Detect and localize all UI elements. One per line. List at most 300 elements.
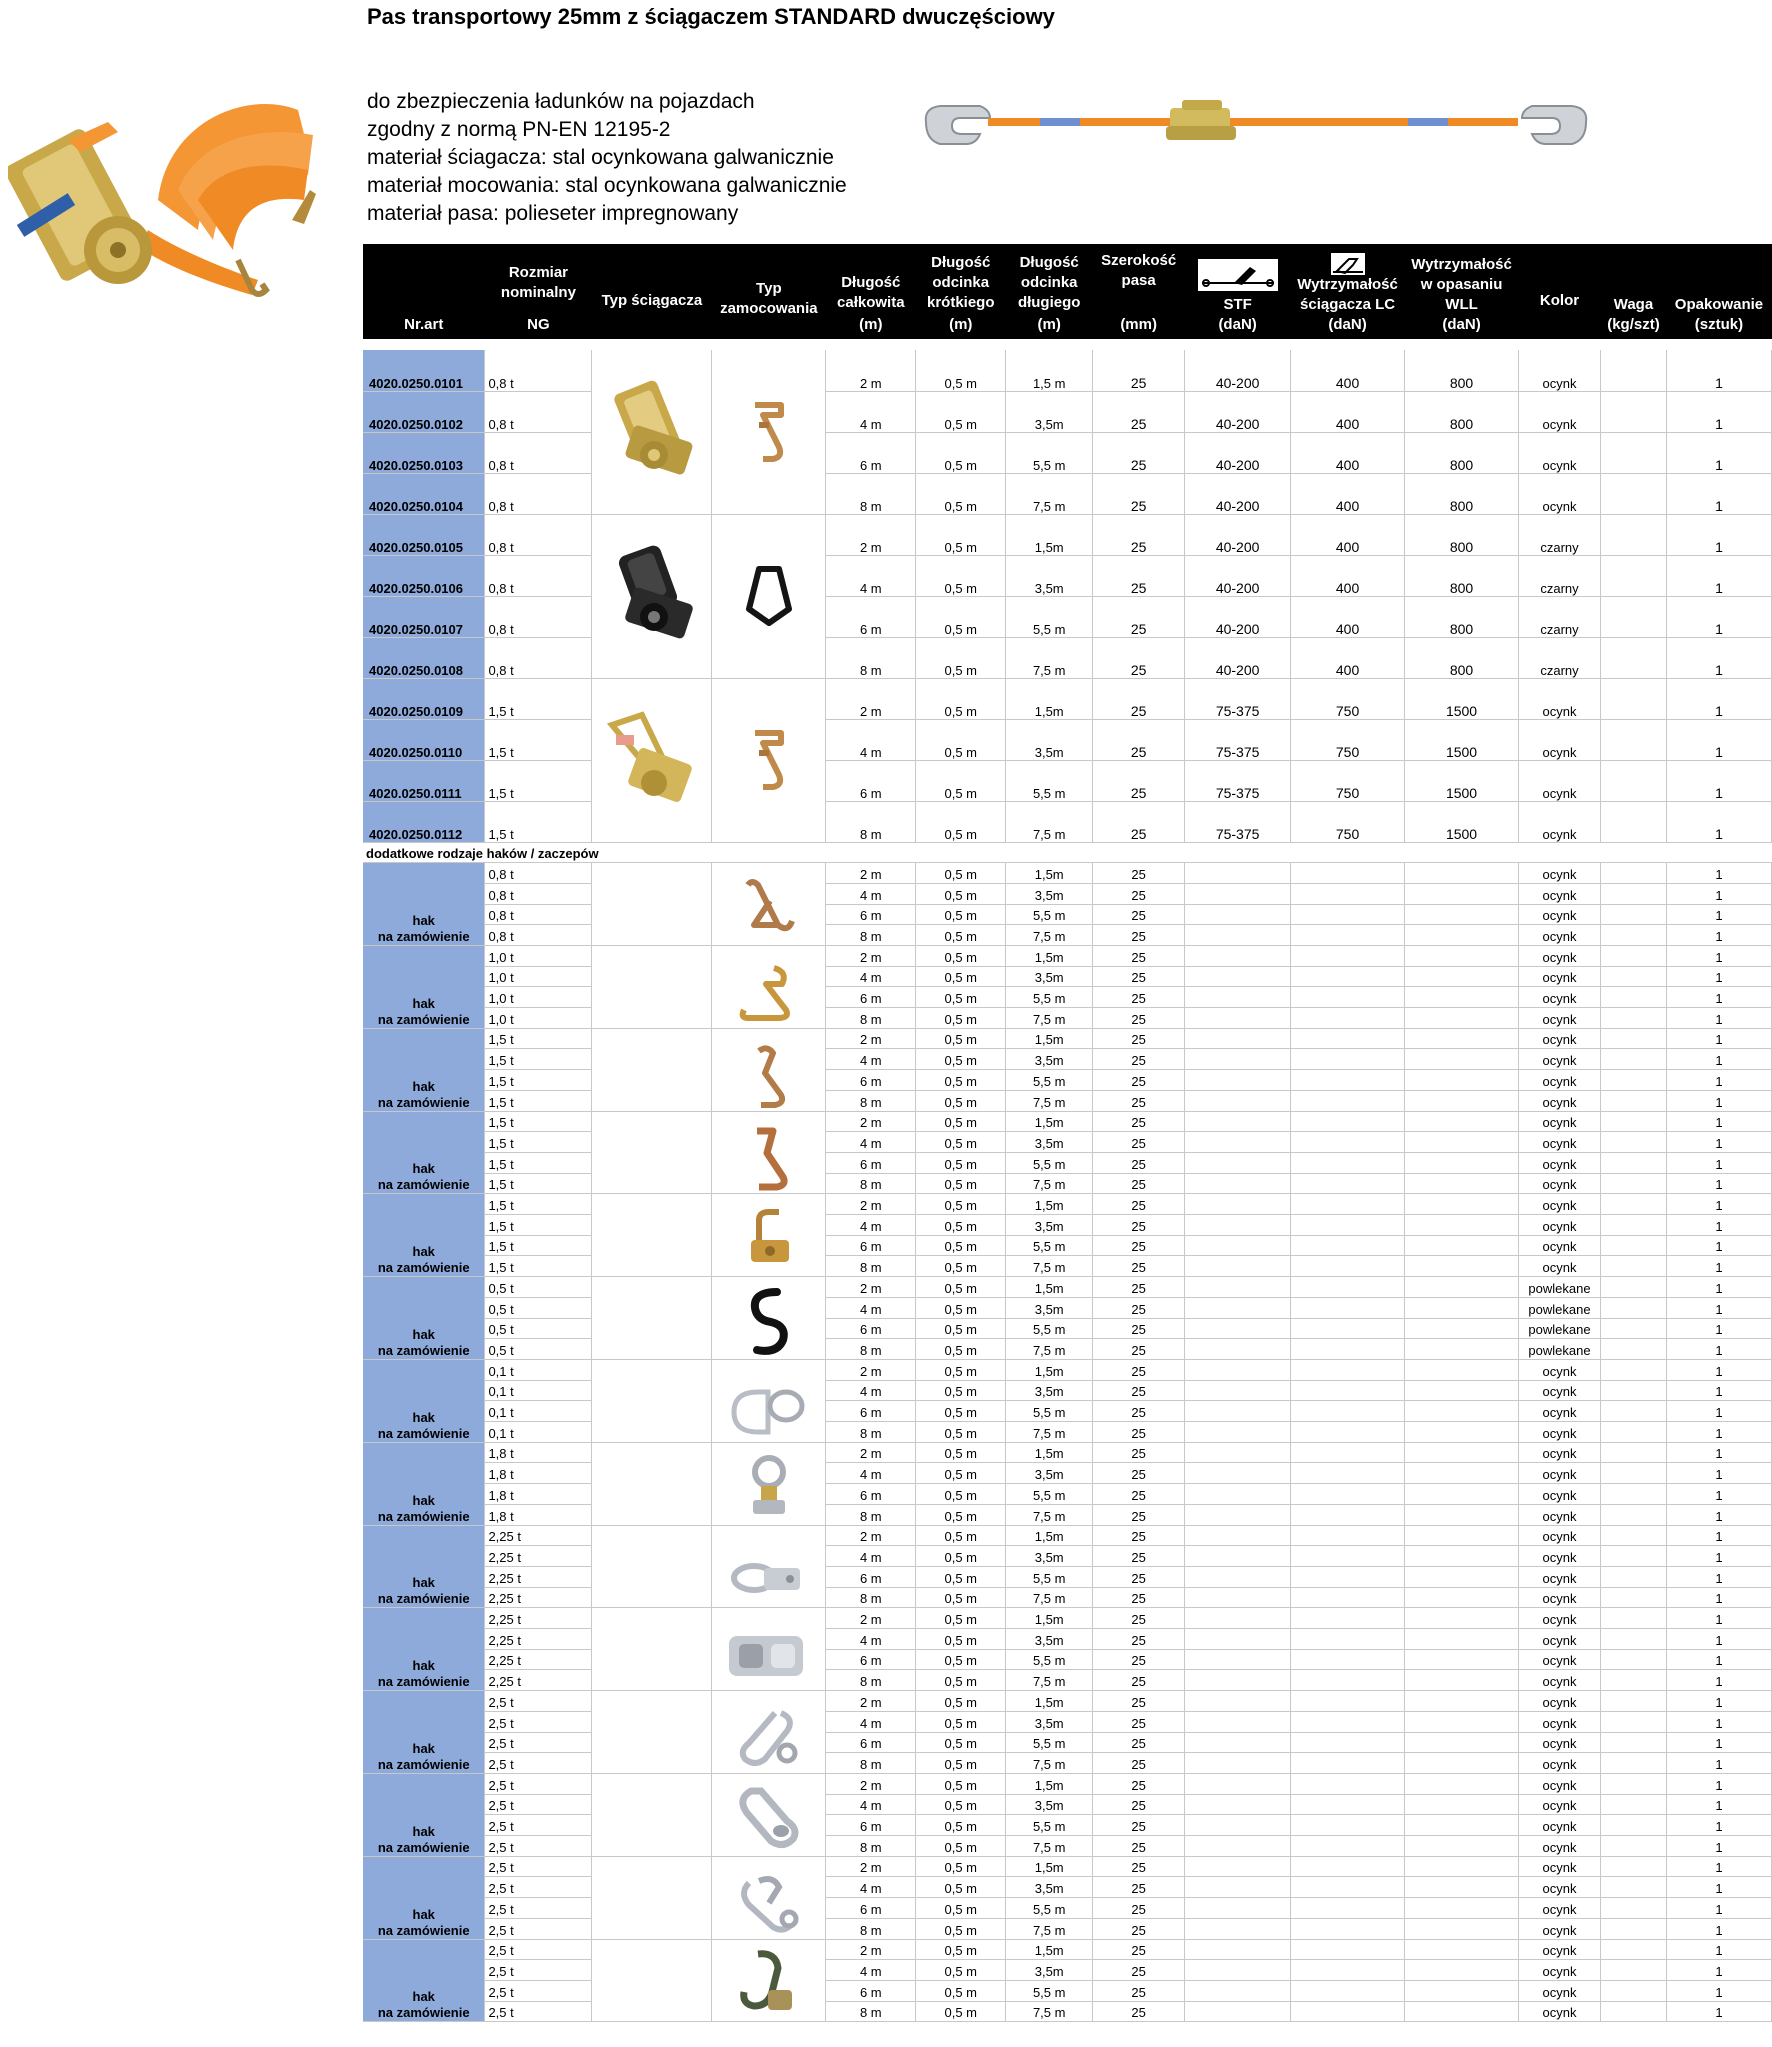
long-length: 1,5m bbox=[1006, 1939, 1093, 1960]
color-value: ocynk bbox=[1519, 1359, 1601, 1380]
hook-label: hak bbox=[412, 995, 435, 1011]
strap-width: 25 bbox=[1093, 987, 1185, 1008]
fitting-image bbox=[712, 863, 826, 946]
pack-value: 1 bbox=[1666, 1297, 1771, 1318]
stf-value bbox=[1185, 1380, 1291, 1401]
hook-label: hak bbox=[412, 1244, 435, 1260]
wll-value bbox=[1405, 1049, 1519, 1070]
short-length: 0,5 m bbox=[916, 883, 1006, 904]
lc-value bbox=[1291, 1111, 1405, 1132]
total-length: 6 m bbox=[826, 1566, 916, 1587]
total-length: 6 m bbox=[826, 1980, 916, 2001]
long-length: 1,5m bbox=[1006, 1111, 1093, 1132]
total-length: 2 m bbox=[826, 1939, 916, 1960]
strap-width: 25 bbox=[1093, 350, 1185, 391]
stf-value bbox=[1185, 1691, 1291, 1712]
hook-row bbox=[363, 1235, 1772, 1256]
header-ratchet: Typ ściągacza bbox=[592, 244, 712, 338]
weight-value bbox=[1600, 555, 1666, 596]
weight-value bbox=[1600, 1049, 1666, 1070]
hook-row bbox=[363, 1111, 1772, 1132]
narrow-j-hook-icon bbox=[739, 1041, 799, 1111]
lc-value bbox=[1291, 1070, 1405, 1091]
short-length: 0,5 m bbox=[916, 1815, 1006, 1836]
pack-value: 1 bbox=[1666, 473, 1771, 514]
fitting-image bbox=[712, 1277, 826, 1360]
color-value: ocynk bbox=[1519, 1525, 1601, 1546]
total-length: 4 m bbox=[826, 1960, 916, 1981]
color-value: ocynk bbox=[1519, 945, 1601, 966]
total-length: 8 m bbox=[826, 473, 916, 514]
nominal-size: 0,8 t bbox=[485, 514, 592, 555]
total-length: 6 m bbox=[826, 1401, 916, 1422]
wll-value bbox=[1405, 1173, 1519, 1194]
pack-value: 1 bbox=[1666, 1711, 1771, 1732]
weight-value bbox=[1600, 1008, 1666, 1029]
short-length: 0,5 m bbox=[916, 1918, 1006, 1939]
wll-value bbox=[1405, 1339, 1519, 1360]
weight-value bbox=[1600, 678, 1666, 719]
hook-label: hak bbox=[412, 1409, 435, 1425]
wll-value bbox=[1405, 1732, 1519, 1753]
hook-row bbox=[363, 1152, 1772, 1173]
long-length: 5,5 m bbox=[1006, 596, 1093, 637]
nominal-size: 0,1 t bbox=[485, 1401, 592, 1422]
stf-value bbox=[1185, 1877, 1291, 1898]
total-length: 8 m bbox=[826, 1753, 916, 1774]
pack-value: 1 bbox=[1666, 1070, 1771, 1091]
section-label: dodatkowe rodzaje haków / zaczepów bbox=[363, 842, 1772, 863]
total-length: 6 m bbox=[826, 987, 916, 1008]
hook-row bbox=[363, 2001, 1772, 2022]
header-ng-unit: NG bbox=[527, 315, 550, 333]
nominal-size: 0,8 t bbox=[485, 883, 592, 904]
nominal-size: 2,5 t bbox=[485, 1939, 592, 1960]
lc-value bbox=[1291, 1877, 1405, 1898]
header-long-unit: (m) bbox=[1037, 315, 1061, 333]
total-length: 2 m bbox=[826, 1277, 916, 1298]
stf-value bbox=[1185, 1732, 1291, 1753]
weight-value bbox=[1600, 596, 1666, 637]
hook-row bbox=[363, 1070, 1772, 1091]
snap-hook-large-icon bbox=[731, 1781, 806, 1856]
wll-value bbox=[1405, 1422, 1519, 1443]
wll-value bbox=[1405, 1566, 1519, 1587]
color-value: ocynk bbox=[1519, 1380, 1601, 1401]
wll-value bbox=[1405, 1028, 1519, 1049]
total-length: 4 m bbox=[826, 391, 916, 432]
total-length: 4 m bbox=[826, 1546, 916, 1567]
pack-value: 1 bbox=[1666, 1215, 1771, 1236]
wll-value bbox=[1405, 1152, 1519, 1173]
long-length: 3,5m bbox=[1006, 1049, 1093, 1070]
article-number: 4020.0250.0107 bbox=[363, 596, 485, 637]
fitting-image bbox=[712, 945, 826, 1028]
short-length: 0,5 m bbox=[916, 719, 1006, 760]
pack-value: 1 bbox=[1666, 1422, 1771, 1443]
strap-width: 25 bbox=[1093, 925, 1185, 946]
header-wll bbox=[1405, 244, 1519, 338]
header-art: Nr.art bbox=[363, 244, 485, 338]
wll-value bbox=[1405, 1090, 1519, 1111]
long-length: 3,5m bbox=[1006, 1794, 1093, 1815]
weight-value bbox=[1600, 1070, 1666, 1091]
pack-value: 1 bbox=[1666, 1008, 1771, 1029]
weight-value bbox=[1600, 1918, 1666, 1939]
order-label: na zamówienie bbox=[377, 1260, 470, 1276]
stf-value bbox=[1185, 945, 1291, 966]
pack-value: 1 bbox=[1666, 1587, 1771, 1608]
table-row bbox=[363, 350, 1772, 391]
weight-value bbox=[1600, 1856, 1666, 1877]
color-value: ocynk bbox=[1519, 966, 1601, 987]
pack-value: 1 bbox=[1666, 1028, 1771, 1049]
total-length: 4 m bbox=[826, 719, 916, 760]
long-length: 5,5 m bbox=[1006, 1484, 1093, 1505]
lc-value: 400 bbox=[1291, 391, 1405, 432]
nominal-size: 2,5 t bbox=[485, 1794, 592, 1815]
wll-value: 800 bbox=[1405, 514, 1519, 555]
lc-value bbox=[1291, 1132, 1405, 1153]
short-length: 0,5 m bbox=[916, 1359, 1006, 1380]
color-value: ocynk bbox=[1519, 1794, 1601, 1815]
pack-value: 1 bbox=[1666, 596, 1771, 637]
total-length: 8 m bbox=[826, 1670, 916, 1691]
order-label: na zamówienie bbox=[377, 2005, 470, 2021]
hook-row bbox=[363, 1732, 1772, 1753]
total-length: 6 m bbox=[826, 904, 916, 925]
stf-value bbox=[1185, 1318, 1291, 1339]
short-length: 0,5 m bbox=[916, 760, 1006, 801]
strap-width: 25 bbox=[1093, 637, 1185, 678]
lc-value bbox=[1291, 1711, 1405, 1732]
hook-order-label bbox=[363, 1939, 485, 2022]
description-line: do zbezpieczenia ładunków na pojazdach bbox=[367, 90, 755, 113]
short-length: 0,5 m bbox=[916, 1484, 1006, 1505]
strap-width: 25 bbox=[1093, 1649, 1185, 1670]
lc-value bbox=[1291, 1297, 1405, 1318]
weight-value bbox=[1600, 1753, 1666, 1774]
hook-row bbox=[363, 1380, 1772, 1401]
color-value: ocynk bbox=[1519, 1049, 1601, 1070]
weight-value bbox=[1600, 1587, 1666, 1608]
short-length: 0,5 m bbox=[916, 1339, 1006, 1360]
total-length: 6 m bbox=[826, 1070, 916, 1091]
stf-value bbox=[1185, 1339, 1291, 1360]
weight-value bbox=[1600, 1235, 1666, 1256]
weight-value bbox=[1600, 883, 1666, 904]
wll-value: 1500 bbox=[1405, 719, 1519, 760]
nominal-size: 2,5 t bbox=[485, 1711, 592, 1732]
wll-value: 800 bbox=[1405, 473, 1519, 514]
wll-value bbox=[1405, 1008, 1519, 1029]
stf-value: 75-375 bbox=[1185, 678, 1291, 719]
long-length: 7,5 m bbox=[1006, 1173, 1093, 1194]
strap-width: 25 bbox=[1093, 1629, 1185, 1650]
pack-value: 1 bbox=[1666, 863, 1771, 884]
j-hook-gold-icon bbox=[739, 397, 799, 467]
strap-width: 25 bbox=[1093, 1215, 1185, 1236]
wll-value bbox=[1405, 1070, 1519, 1091]
hook-row bbox=[363, 1587, 1772, 1608]
pack-value: 1 bbox=[1666, 1566, 1771, 1587]
total-length: 2 m bbox=[826, 1691, 916, 1712]
pack-value: 1 bbox=[1666, 1339, 1771, 1360]
short-length: 0,5 m bbox=[916, 2001, 1006, 2022]
order-label: na zamówienie bbox=[377, 1591, 470, 1607]
hook-order-label bbox=[363, 1608, 485, 1691]
fitting-image bbox=[712, 1442, 826, 1525]
long-length: 1,5m bbox=[1006, 514, 1093, 555]
long-length: 1,5m bbox=[1006, 863, 1093, 884]
nominal-size: 0,8 t bbox=[485, 391, 592, 432]
pack-value: 1 bbox=[1666, 1049, 1771, 1070]
nominal-size: 1,5 t bbox=[485, 760, 592, 801]
pack-value: 1 bbox=[1666, 1442, 1771, 1463]
color-value: ocynk bbox=[1519, 1815, 1601, 1836]
lc-value: 400 bbox=[1291, 432, 1405, 473]
short-length: 0,5 m bbox=[916, 350, 1006, 391]
hook-row bbox=[363, 1670, 1772, 1691]
fitting-image bbox=[712, 514, 826, 678]
fitting-image bbox=[712, 1608, 826, 1691]
hook-row bbox=[363, 1691, 1772, 1712]
stf-value bbox=[1185, 1836, 1291, 1857]
weight-value bbox=[1600, 1773, 1666, 1794]
color-value: ocynk bbox=[1519, 678, 1601, 719]
header-lc bbox=[1291, 244, 1405, 338]
nominal-size: 1,5 t bbox=[485, 1028, 592, 1049]
nominal-size: 0,1 t bbox=[485, 1422, 592, 1443]
track-fitting-icon bbox=[721, 1620, 816, 1690]
header-lc-label: Wytrzymałość ściągacza LC bbox=[1297, 275, 1398, 313]
stf-value: 40-200 bbox=[1185, 473, 1291, 514]
stf-value bbox=[1185, 1504, 1291, 1525]
weight-value bbox=[1600, 1691, 1666, 1712]
total-length: 4 m bbox=[826, 1380, 916, 1401]
long-length: 1,5m bbox=[1006, 1773, 1093, 1794]
long-length: 5,5 m bbox=[1006, 987, 1093, 1008]
ratchet-empty bbox=[592, 863, 712, 946]
pack-value: 1 bbox=[1666, 1380, 1771, 1401]
short-length: 0,5 m bbox=[916, 1649, 1006, 1670]
order-label: na zamówienie bbox=[377, 1674, 470, 1690]
nominal-size: 0,8 t bbox=[485, 904, 592, 925]
color-value: ocynk bbox=[1519, 1215, 1601, 1236]
weight-value bbox=[1600, 2001, 1666, 2022]
total-length: 6 m bbox=[826, 1732, 916, 1753]
wll-value bbox=[1405, 1794, 1519, 1815]
weight-value bbox=[1600, 904, 1666, 925]
stf-value bbox=[1185, 1939, 1291, 1960]
header-stf-unit: (daN) bbox=[1218, 315, 1257, 333]
pack-value: 1 bbox=[1666, 1194, 1771, 1215]
strap-width: 25 bbox=[1093, 391, 1185, 432]
strap-width: 25 bbox=[1093, 1794, 1185, 1815]
lc-value bbox=[1291, 1359, 1405, 1380]
lc-value bbox=[1291, 1484, 1405, 1505]
lc-value bbox=[1291, 1028, 1405, 1049]
color-value: ocynk bbox=[1519, 1877, 1601, 1898]
hook-order-label bbox=[363, 1691, 485, 1774]
color-value: ocynk bbox=[1519, 1442, 1601, 1463]
color-value: ocynk bbox=[1519, 350, 1601, 391]
wll-value bbox=[1405, 2001, 1519, 2022]
short-length: 0,5 m bbox=[916, 1753, 1006, 1774]
article-number: 4020.0250.0105 bbox=[363, 514, 485, 555]
hook-row bbox=[363, 1773, 1772, 1794]
fitting-image bbox=[712, 1194, 826, 1277]
stf-value bbox=[1185, 1670, 1291, 1691]
total-length: 8 m bbox=[826, 1090, 916, 1111]
table-header bbox=[363, 244, 1772, 338]
order-label: na zamówienie bbox=[377, 1425, 470, 1441]
color-value: ocynk bbox=[1519, 1090, 1601, 1111]
pack-value: 1 bbox=[1666, 1235, 1771, 1256]
total-length: 8 m bbox=[826, 1339, 916, 1360]
wll-value bbox=[1405, 1815, 1519, 1836]
stf-value bbox=[1185, 1401, 1291, 1422]
order-label: na zamówienie bbox=[377, 928, 470, 944]
total-length: 6 m bbox=[826, 1898, 916, 1919]
wll-value bbox=[1405, 1898, 1519, 1919]
stf-value: 40-200 bbox=[1185, 432, 1291, 473]
lc-value bbox=[1291, 1836, 1405, 1857]
nominal-size: 1,0 t bbox=[485, 1008, 592, 1029]
article-number: 4020.0250.0108 bbox=[363, 637, 485, 678]
lc-value bbox=[1291, 966, 1405, 987]
color-value: ocynk bbox=[1519, 1856, 1601, 1877]
nominal-size: 1,5 t bbox=[485, 1194, 592, 1215]
wll-value bbox=[1405, 1587, 1519, 1608]
table-row bbox=[363, 596, 1772, 637]
pack-value: 1 bbox=[1666, 1484, 1771, 1505]
nominal-size: 2,25 t bbox=[485, 1525, 592, 1546]
pack-value: 1 bbox=[1666, 1525, 1771, 1546]
nominal-size: 0,1 t bbox=[485, 1359, 592, 1380]
short-length: 0,5 m bbox=[916, 432, 1006, 473]
hook-label: hak bbox=[412, 1740, 435, 1756]
stf-value bbox=[1185, 1359, 1291, 1380]
lc-value: 400 bbox=[1291, 555, 1405, 596]
color-value: ocynk bbox=[1519, 391, 1601, 432]
hook-row bbox=[363, 1898, 1772, 1919]
short-length: 0,5 m bbox=[916, 1297, 1006, 1318]
strap-width: 25 bbox=[1093, 678, 1185, 719]
article-number: 4020.0250.0110 bbox=[363, 719, 485, 760]
nominal-size: 2,5 t bbox=[485, 1898, 592, 1919]
total-length: 2 m bbox=[826, 678, 916, 719]
fitting-image bbox=[712, 1525, 826, 1608]
carabiner-icon bbox=[731, 1869, 806, 1939]
short-length: 0,5 m bbox=[916, 1422, 1006, 1443]
strap-width: 25 bbox=[1093, 1856, 1185, 1877]
hook-label: hak bbox=[412, 1161, 435, 1177]
lc-value bbox=[1291, 904, 1405, 925]
total-length: 4 m bbox=[826, 966, 916, 987]
long-length: 7,5 m bbox=[1006, 1753, 1093, 1774]
color-value: ocynk bbox=[1519, 1980, 1601, 2001]
stf-value: 40-200 bbox=[1185, 596, 1291, 637]
total-length: 6 m bbox=[826, 1152, 916, 1173]
wll-value bbox=[1405, 1939, 1519, 1960]
short-length: 0,5 m bbox=[916, 1587, 1006, 1608]
stf-value bbox=[1185, 1649, 1291, 1670]
long-length: 3,5m bbox=[1006, 1215, 1093, 1236]
total-length: 6 m bbox=[826, 432, 916, 473]
gap-cell bbox=[363, 338, 1772, 350]
pack-value: 1 bbox=[1666, 1152, 1771, 1173]
pack-value: 1 bbox=[1666, 1836, 1771, 1857]
total-length: 8 m bbox=[826, 1422, 916, 1443]
short-length: 0,5 m bbox=[916, 1318, 1006, 1339]
total-length: 6 m bbox=[826, 1484, 916, 1505]
color-value: ocynk bbox=[1519, 1898, 1601, 1919]
article-number: 4020.0250.0104 bbox=[363, 473, 485, 514]
hook-row bbox=[363, 1525, 1772, 1546]
header-gap bbox=[363, 338, 1772, 350]
weight-value bbox=[1600, 1401, 1666, 1422]
weight-value bbox=[1600, 1256, 1666, 1277]
weight-value bbox=[1600, 1111, 1666, 1132]
wll-value bbox=[1405, 1670, 1519, 1691]
total-length: 6 m bbox=[826, 1649, 916, 1670]
lc-value: 750 bbox=[1291, 801, 1405, 842]
article-number: 4020.0250.0103 bbox=[363, 432, 485, 473]
stf-value bbox=[1185, 1753, 1291, 1774]
article-number: 4020.0250.0111 bbox=[363, 760, 485, 801]
pack-value: 1 bbox=[1666, 1132, 1771, 1153]
j-hook-gold-icon bbox=[739, 725, 799, 795]
weight-value bbox=[1600, 1525, 1666, 1546]
total-length: 4 m bbox=[826, 1463, 916, 1484]
header-stf bbox=[1185, 244, 1291, 338]
nominal-size: 2,5 t bbox=[485, 1856, 592, 1877]
long-length: 5,5 m bbox=[1006, 1070, 1093, 1091]
color-value: ocynk bbox=[1519, 1111, 1601, 1132]
wll-value bbox=[1405, 987, 1519, 1008]
short-length: 0,5 m bbox=[916, 1794, 1006, 1815]
lc-value bbox=[1291, 1463, 1405, 1484]
header-wll-label: Wytrzymałość w opasaniu WLL bbox=[1411, 255, 1512, 313]
hook-row bbox=[363, 1090, 1772, 1111]
lc-value bbox=[1291, 1049, 1405, 1070]
nominal-size: 0,8 t bbox=[485, 555, 592, 596]
weight-value bbox=[1600, 966, 1666, 987]
description-line: materiał ściagacza: stal ocynkowana galwanicznie bbox=[367, 146, 834, 169]
stf-value bbox=[1185, 1918, 1291, 1939]
color-value: ocynk bbox=[1519, 925, 1601, 946]
strap-width: 25 bbox=[1093, 1297, 1185, 1318]
lc-value bbox=[1291, 1732, 1405, 1753]
header-ng bbox=[485, 244, 592, 338]
weight-value bbox=[1600, 1442, 1666, 1463]
safety-hook-icon bbox=[734, 1946, 804, 2021]
color-value: ocynk bbox=[1519, 1753, 1601, 1774]
ratchet-empty bbox=[592, 1525, 712, 1608]
wll-value bbox=[1405, 1380, 1519, 1401]
pack-value: 1 bbox=[1666, 1670, 1771, 1691]
nominal-size: 0,8 t bbox=[485, 925, 592, 946]
strap-width: 25 bbox=[1093, 801, 1185, 842]
short-length: 0,5 m bbox=[916, 904, 1006, 925]
color-value: ocynk bbox=[1519, 1504, 1601, 1525]
hook-row bbox=[363, 1815, 1772, 1836]
pack-value: 1 bbox=[1666, 555, 1771, 596]
pack-value: 1 bbox=[1666, 1401, 1771, 1422]
long-length: 5,5 m bbox=[1006, 760, 1093, 801]
lc-value: 400 bbox=[1291, 514, 1405, 555]
